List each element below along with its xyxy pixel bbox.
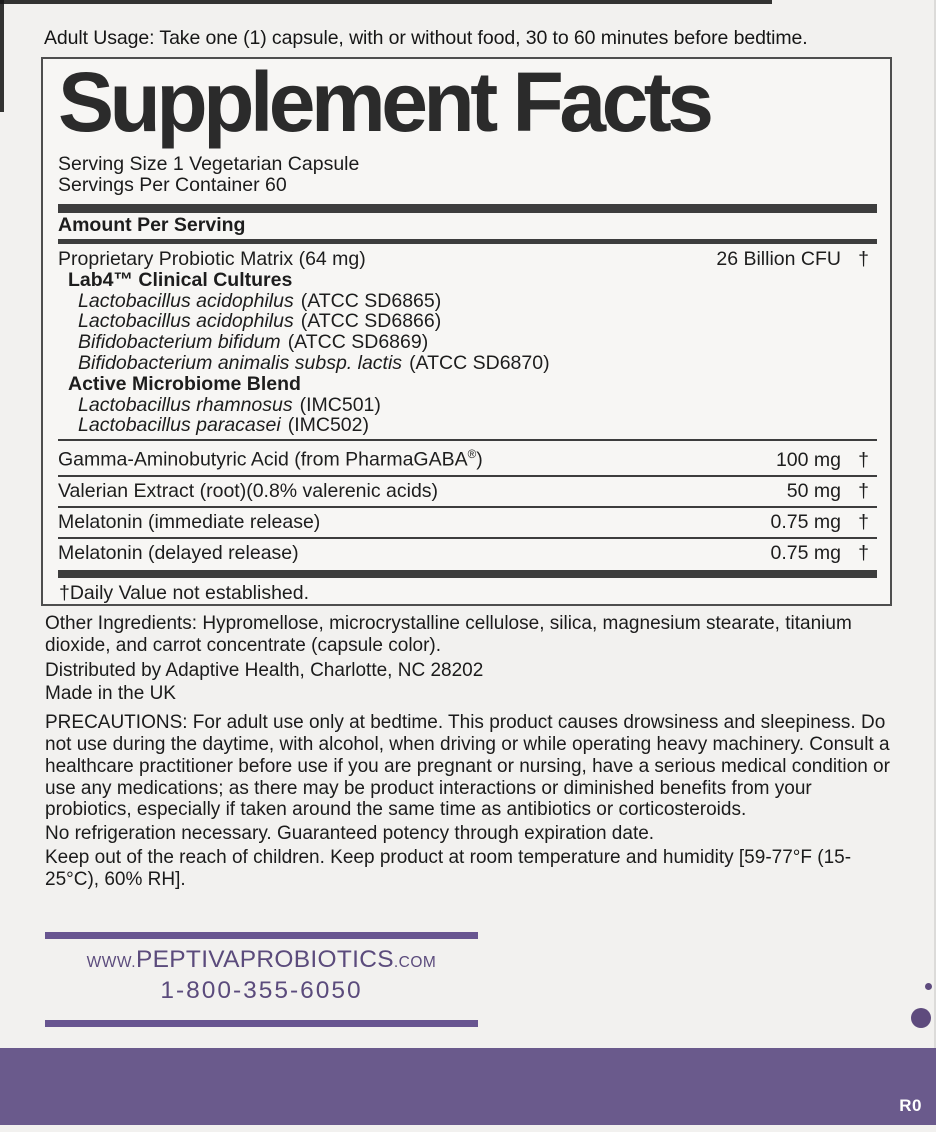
active-microbiome-heading: Active Microbiome Blend [68,372,301,395]
other-ingredients-text: Other Ingredients: Hypromellose, microcrystalline cellulose, silica, magnesium stearate, titanium dioxide, and carrot concentrate (capsule color). [45,613,852,656]
matrix-amount: 26 Billion CFU [716,248,841,270]
species-code: (ATCC SD6869) [287,331,429,354]
nutrient-dv-dagger: † [858,479,869,502]
label-information [45,613,897,891]
daily-value-footnote: †Daily Value not established. [59,581,310,604]
nutrient-row-melatonin-dr [58,539,877,568]
supplement-facts-title: Supplement Facts [58,55,710,149]
photo-edge-left [0,0,4,112]
servings-per-container: Servings Per Container 60 [58,174,287,196]
storage-text: No refrigeration necessary. Guaranteed potency through expiration date. [45,823,655,845]
probiotic-matrix-section [58,249,877,436]
species-row [78,291,877,312]
website-domain: PEPTIVAPROBIOTICS [136,946,394,973]
website-url [45,946,478,974]
decorative-dot-small [925,983,932,990]
nutrient-dv-dagger: † [858,448,869,471]
nutrient-amount: 100 mg [775,448,841,471]
nutrient-row-gaba [58,441,877,475]
nutrient-name: Valerian Extract (root)(0.8% valerenic acids) [58,479,439,502]
species-row [78,415,877,436]
made-in-text: Made in the UK [45,683,176,705]
species-code: (ATCC SD6865) [300,289,442,312]
keep-out-text: Keep out of the reach of children. Keep product at room temperature and humidity [59-77°F (15-25°C), 60% RH]. [45,846,852,890]
nutrient-amount: 0.75 mg [770,541,841,564]
nutrient-name: Gamma-Aminobutyric Acid (from PharmaGABA®) [58,448,483,471]
nutrient-dv-dagger: † [858,541,869,564]
website-suffix: .COM [393,954,437,971]
nutrient-name: Melatonin (immediate release) [58,510,321,533]
precautions-text: PRECAUTIONS: For adult use only at bedtime. This product causes drowsiness and sleepiness. Do not use during the daytime, with alcohol, when driving or while operating heavy machinery. Consult a healthcare practitioner before use if you are pregnant or nursing, have a serious medical condition or use any medications; as there may be product interactions or diminished benefits from your probiotics, especially if taken around the same time as antibiotics or corticosteroids. [45,712,890,821]
species-code: (IMC502) [287,414,369,437]
decorative-dot-large [911,1008,931,1028]
matrix-row [58,249,877,270]
species-name: Lactobacillus acidophilus [78,289,294,312]
footer-rule-top [45,932,478,939]
nutrient-amount: 50 mg [786,479,841,502]
divider-thick-top [58,204,877,213]
nutrient-name: Melatonin (delayed release) [58,541,299,564]
divider-thick-bottom [58,570,877,578]
footer-rule-bottom [45,1020,478,1027]
species-name: Lactobacillus acidophilus [78,310,294,333]
matrix-name: Proprietary Probiotic Matrix (64 mg) [58,248,366,270]
species-name: Bifidobacterium animalis subsp. lactis [78,351,403,374]
footer-purple-band [0,1048,936,1125]
species-code: (ATCC SD6866) [300,310,442,333]
amount-per-serving-header: Amount Per Serving [58,214,246,236]
adult-usage-text: Adult Usage: Take one (1) capsule, with or without food, 30 to 60 minutes before bedtime. [44,27,808,49]
phone-number: 1-800-355-6050 [160,977,363,1004]
revision-code: R0 [899,1096,922,1115]
species-code: (IMC501) [299,393,381,416]
serving-info [58,154,877,196]
website-prefix: WWW. [86,954,136,971]
species-name: Lactobacillus paracasei [78,414,281,437]
species-row [78,353,877,374]
nutrient-dv-dagger: † [858,510,869,533]
species-name: Lactobacillus rhamnosus [78,393,293,416]
photo-edge-top [0,0,772,4]
species-row [78,395,877,416]
species-row [78,311,877,332]
distributed-by-text: Distributed by Adaptive Health, Charlotte, NC 28202 [45,659,484,681]
species-name: Bifidobacterium bifidum [78,331,281,354]
nutrient-amount: 0.75 mg [770,510,841,533]
supplement-facts-panel [41,57,892,606]
lab4-heading: Lab4™ Clinical Cultures [68,268,293,291]
nutrient-row-valerian [58,477,877,506]
serving-size: Serving Size 1 Vegetarian Capsule [58,153,360,175]
divider-medium [58,239,877,244]
species-row [78,332,877,353]
species-code: (ATCC SD6870) [409,351,550,374]
nutrient-row-melatonin-ir [58,508,877,537]
matrix-dv-dagger: † [858,248,869,270]
